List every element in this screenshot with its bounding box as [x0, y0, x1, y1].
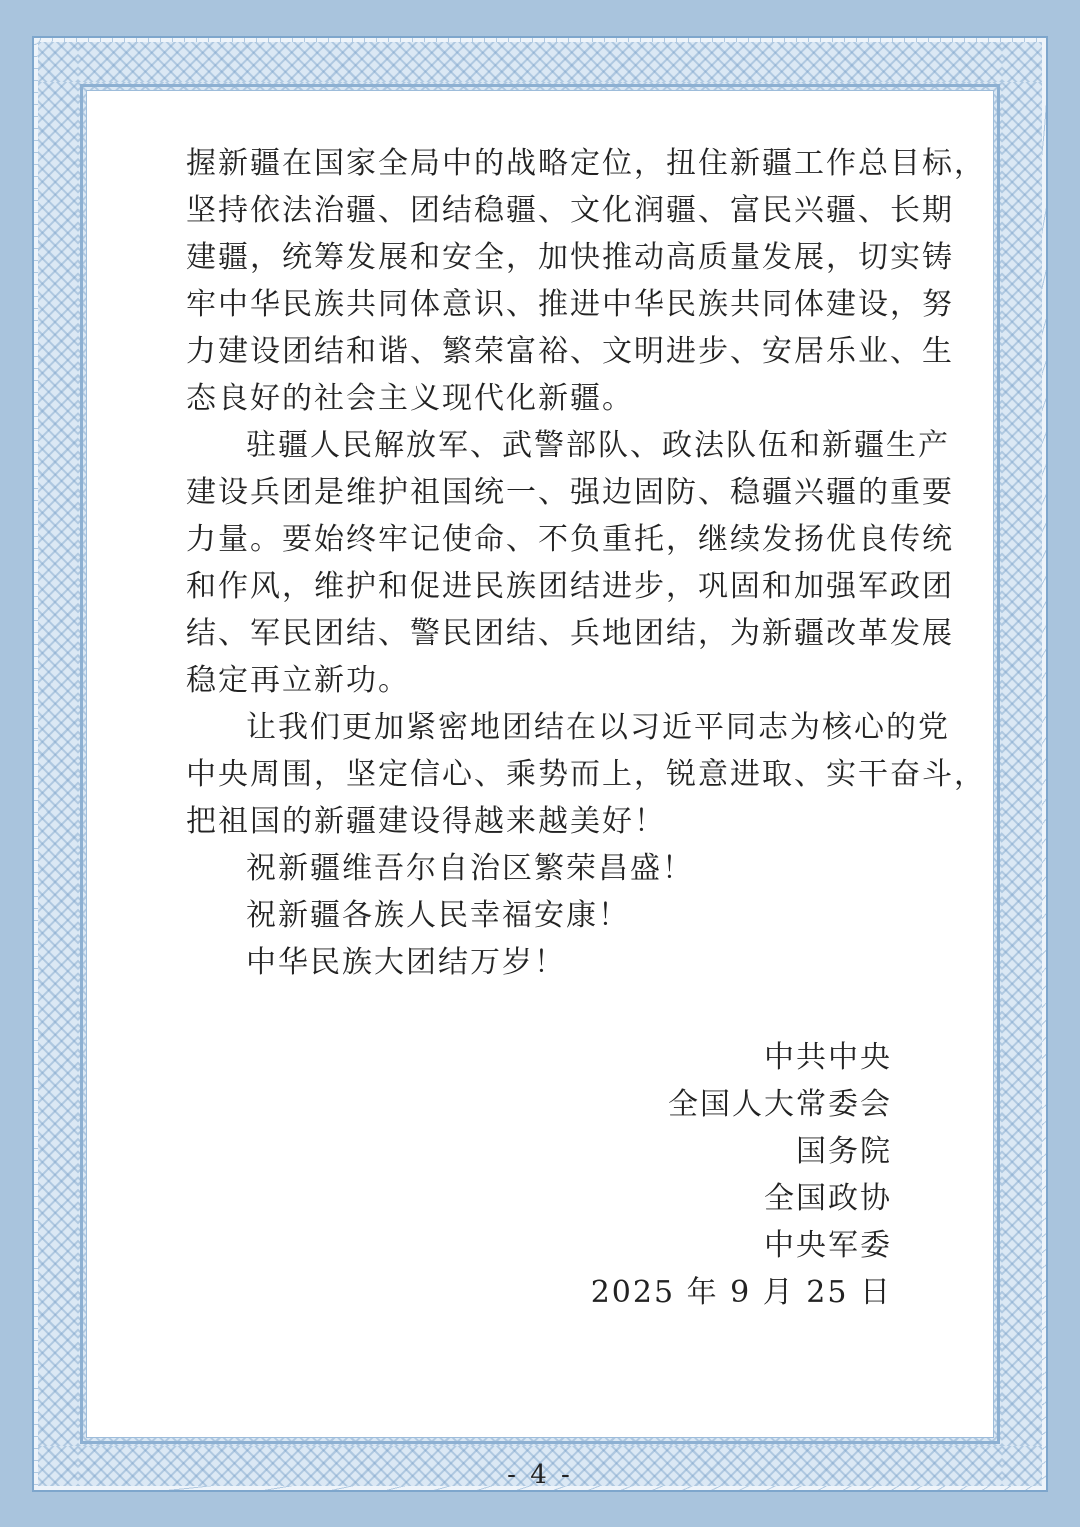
body-line: 力建设团结和谐、繁荣富裕、文明进步、安居乐业、生 — [186, 334, 954, 369]
page-number: - 4 - — [507, 1460, 573, 1490]
body-line: 建设兵团是维护祖国统一、强边固防、稳疆兴疆的重要 — [186, 475, 954, 510]
body-line: 结、军民团结、警民团结、兵地团结，为新疆改革发展 — [186, 616, 954, 651]
signature-org: 中共中央 — [764, 1040, 892, 1075]
signature-org: 国务院 — [796, 1134, 892, 1169]
body-line: 让我们更加紧密地团结在以习近平同志为核心的党 — [246, 710, 950, 745]
body-line: 把祖国的新疆建设得越来越美好！ — [186, 804, 666, 839]
body-line: 态良好的社会主义现代化新疆。 — [186, 381, 634, 416]
body-line: 和作风，维护和促进民族团结进步，巩固和加强军政团 — [186, 569, 954, 604]
body-line: 稳定再立新功。 — [186, 663, 410, 698]
body-line: 牢中华民族共同体意识、推进中华民族共同体建设，努 — [186, 287, 954, 322]
body-line: 驻疆人民解放军、武警部队、政法队伍和新疆生产 — [246, 428, 950, 463]
body-line: 建疆，统筹发展和安全，加快推动高质量发展，切实铸 — [186, 240, 954, 275]
body-line: 中央周围，坚定信心、乘势而上，锐意进取、实干奋斗， — [186, 757, 986, 792]
body-line: 握新疆在国家全局中的战略定位，扭住新疆工作总目标， — [186, 146, 986, 181]
body-text — [186, 140, 986, 986]
signature-org: 中央军委 — [764, 1228, 892, 1263]
body-line: 坚持依法治疆、团结稳疆、文化润疆、富民兴疆、长期 — [186, 193, 954, 228]
body-line: 力量。要始终牢记使命、不负重托，继续发扬优良传统 — [186, 522, 954, 557]
signature-date: 2025 年 9 月 25 日 — [590, 1275, 892, 1310]
signature-org: 全国人大常委会 — [668, 1087, 892, 1122]
signature-block — [591, 1034, 892, 1316]
signature-org: 全国政协 — [764, 1181, 892, 1216]
body-line: 中华民族大团结万岁！ — [246, 945, 566, 980]
signature-orgs — [591, 1034, 892, 1269]
body-line: 祝新疆维吾尔自治区繁荣昌盛！ — [246, 851, 694, 886]
body-line: 祝新疆各族人民幸福安康！ — [246, 898, 630, 933]
